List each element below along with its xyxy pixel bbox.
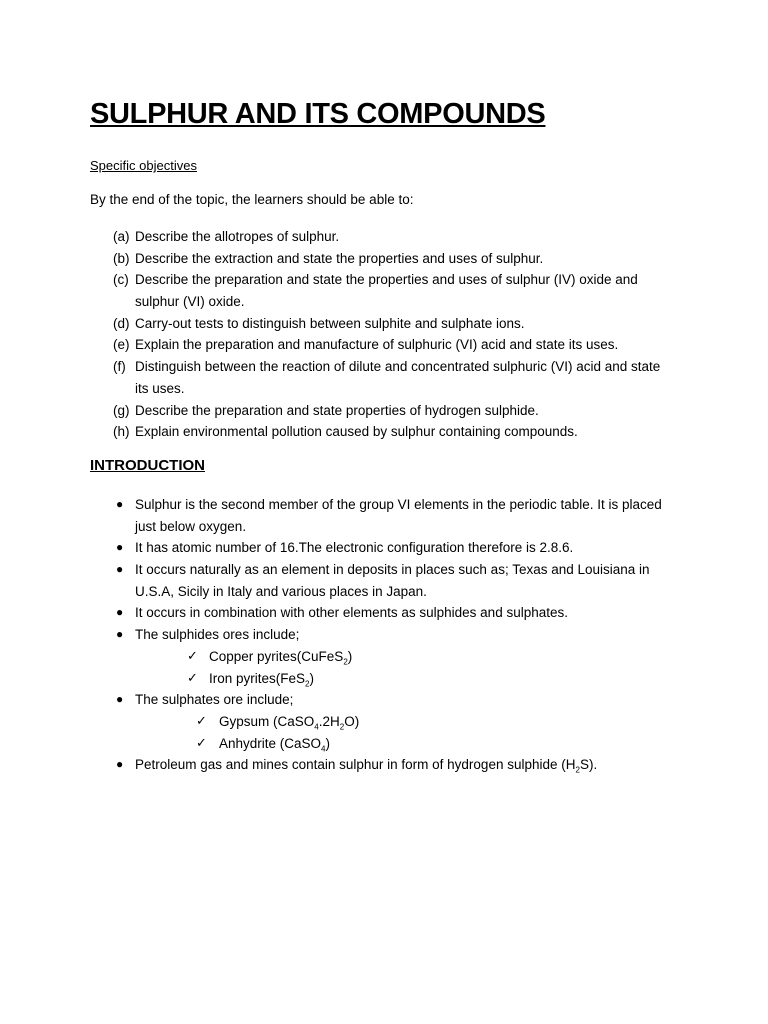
bullet-icon: ● xyxy=(116,692,124,707)
list-item xyxy=(0,624,768,646)
objective-item xyxy=(0,334,768,356)
bullet-icon: ● xyxy=(116,540,124,555)
list-item-text: Sulphur is the second member of the group VI elements in the periodic table. It is placed just below oxygen. xyxy=(135,497,662,534)
objective-text: Distinguish between the reaction of dilute and concentrated sulphuric (VI) acid and state its uses. xyxy=(135,359,661,396)
objective-text: Explain the preparation and manufacture of sulphuric (VI) acid and state its uses. xyxy=(135,337,619,353)
list-item xyxy=(0,754,768,776)
gypsum-item: Gypsum $(CaSO_4.2H_2O)$ xyxy=(219,713,360,732)
anhydrite-item: Anhydrite (CaSO$_4$) xyxy=(219,735,330,754)
list-item-text: It has atomic number of 16.The electronic configuration therefore is 2.8.6. xyxy=(135,540,574,556)
objective-text: Describe the allotropes of sulphur. xyxy=(135,229,340,244)
introduction-list xyxy=(0,494,768,776)
objective-marker: (c) xyxy=(113,272,129,288)
objective-text: Carry-out tests to distinguish between sulphite and sulphate ions. xyxy=(135,315,525,331)
sub-list-item xyxy=(0,646,768,668)
objective-marker: (d) xyxy=(113,315,130,331)
objective-text: Explain environmental pollution caused by sulphur containing compounds. xyxy=(135,424,578,440)
objective-item xyxy=(0,226,768,248)
sub-list-item xyxy=(0,668,768,690)
objective-marker: (h) xyxy=(113,424,130,440)
list-item-text: The sulphates ore include; xyxy=(135,692,294,708)
objective-text: Describe the preparation and state the properties and uses of sulphur (IV) oxide and sulphur (VI) oxide. xyxy=(135,272,638,310)
bullet-icon: ● xyxy=(116,757,124,772)
objective-marker: (f) xyxy=(113,359,126,375)
page-title: SULPHUR AND ITS COMPOUNDS xyxy=(90,98,546,130)
copper-pyrites-item: Copper pyrites(CuFeS$_2$) xyxy=(209,648,353,667)
objective-item xyxy=(0,269,768,312)
check-mark-icon: ✓ xyxy=(187,648,198,664)
objective-item xyxy=(0,400,768,422)
bullet-icon: ● xyxy=(116,562,124,577)
bullet-icon: ● xyxy=(116,605,124,620)
list-item xyxy=(0,602,768,624)
bullet-icon: ● xyxy=(116,497,124,511)
objective-marker: (g) xyxy=(113,402,130,418)
list-item xyxy=(0,559,768,602)
check-mark-icon: ✓ xyxy=(196,735,207,751)
objective-text: Describe the extraction and state the properties and uses of sulphur. xyxy=(135,250,544,266)
list-item-text: It occurs in combination with other elements as sulphides and sulphates. xyxy=(135,605,568,621)
list-item-text: Petroleum gas and mines contain sulphur in form of hydrogen sulphide $(H_2S)$. xyxy=(135,757,598,775)
iron-pyrites-item: Iron pyrites(FeS$_2$) xyxy=(209,670,314,689)
sub-list-item xyxy=(0,733,768,755)
list-item-text: The sulphides ores include; xyxy=(135,627,300,643)
specific-objectives-heading: Specific objectives xyxy=(90,158,197,173)
bullet-icon: ● xyxy=(116,627,124,642)
objective-item xyxy=(0,248,768,270)
objective-item xyxy=(0,356,768,399)
list-item xyxy=(0,689,768,711)
list-item-text: It occurs naturally as an element in deposits in places such as; Texas and Louisiana in U.S.A, Sicily in Italy and various places in Japan. xyxy=(135,562,650,599)
introduction-heading: INTRODUCTION xyxy=(90,457,205,474)
objective-text: Describe the preparation and state properties of hydrogen sulphide. xyxy=(135,402,539,418)
objective-marker: (e) xyxy=(113,337,130,353)
objective-marker: (b) xyxy=(113,250,130,266)
objective-marker: (a) xyxy=(113,229,130,244)
objective-item xyxy=(0,421,768,443)
objectives-list xyxy=(0,226,768,443)
lead-paragraph: By the end of the topic, the learners should be able to: xyxy=(90,192,414,207)
list-item xyxy=(0,494,768,537)
sub-list-item xyxy=(0,711,768,733)
list-item xyxy=(0,537,768,559)
check-mark-icon: ✓ xyxy=(196,713,207,729)
objective-item xyxy=(0,313,768,335)
check-mark-icon: ✓ xyxy=(187,670,198,686)
